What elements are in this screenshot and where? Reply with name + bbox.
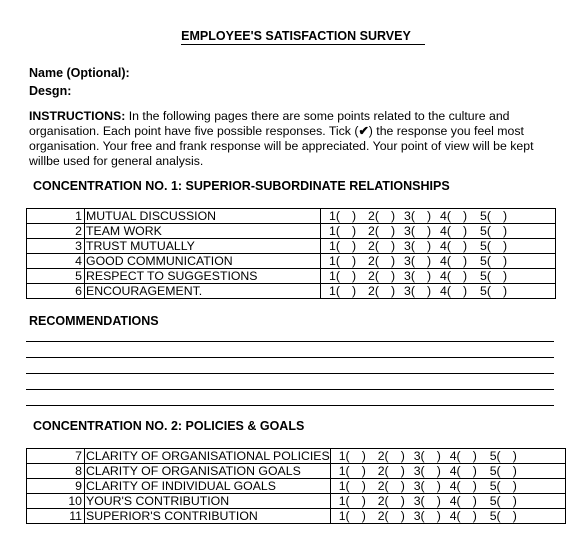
response-option-close: ) xyxy=(512,494,517,508)
response-options xyxy=(321,239,556,254)
response-option-label: 3( xyxy=(404,224,415,238)
recommendation-line-4[interactable] xyxy=(26,389,554,390)
response-option-label: 5( xyxy=(480,269,491,283)
recommendation-line-5[interactable] xyxy=(26,405,554,406)
response-option-close: ) xyxy=(463,269,468,283)
response-option-label: 1( xyxy=(329,254,340,268)
response-option-label: 4( xyxy=(449,494,461,508)
response-option-label: 2( xyxy=(377,449,389,463)
row-item: ENCOURAGEMENT. xyxy=(85,284,321,299)
response-option-label: 2( xyxy=(368,239,379,253)
response-option-label: 3( xyxy=(413,494,425,508)
recommendation-line-3[interactable] xyxy=(26,373,554,374)
response-option-label: 3( xyxy=(404,254,415,268)
response-option-close: ) xyxy=(472,509,477,523)
response-option-label: 5( xyxy=(489,509,501,523)
response-option-label: 2( xyxy=(377,509,389,523)
response-option-label: 1( xyxy=(329,239,340,253)
response-options xyxy=(330,464,565,479)
row-item: CLARITY OF ORGANISATION GOALS xyxy=(85,464,331,479)
response-option-close: ) xyxy=(391,254,396,268)
response-option-label: 1( xyxy=(338,494,350,508)
response-option-label: 1( xyxy=(329,284,340,298)
response-option-label: 4( xyxy=(440,284,451,298)
response-option-close: ) xyxy=(352,254,357,268)
response-option-label: 2( xyxy=(368,284,379,298)
response-option-close: ) xyxy=(503,239,508,253)
table-row xyxy=(27,509,566,524)
recommendations-heading: RECOMMENDATIONS xyxy=(29,314,159,328)
response-option-close: ) xyxy=(352,224,357,238)
instructions-line-4: willbe used for general analysis. xyxy=(29,154,204,168)
response-option-close: ) xyxy=(472,464,477,478)
response-option-label: 5( xyxy=(480,284,491,298)
row-item: YOUR'S CONTRIBUTION xyxy=(85,494,331,509)
response-options xyxy=(321,269,556,284)
response-option-label: 4( xyxy=(449,479,461,493)
response-option-label: 3( xyxy=(404,239,415,253)
row-item: MUTUAL DISCUSSION xyxy=(85,209,321,224)
response-option-close: ) xyxy=(361,464,366,478)
response-option-label: 1( xyxy=(329,269,340,283)
response-option-label: 3( xyxy=(404,284,415,298)
response-option-label: 4( xyxy=(440,254,451,268)
response-option-label: 2( xyxy=(368,254,379,268)
row-item: RESPECT TO SUGGESTIONS xyxy=(85,269,321,284)
instructions-line-2: organisation. Each point have five possible responses. Tick (✔) the response you feel most xyxy=(29,124,524,138)
response-option-close: ) xyxy=(391,239,396,253)
section2-table xyxy=(26,448,566,524)
response-option-label: 4( xyxy=(440,209,451,223)
response-option-label: 1( xyxy=(329,209,340,223)
response-option-close: ) xyxy=(472,479,477,493)
response-options xyxy=(321,209,556,224)
response-option-close: ) xyxy=(503,224,508,238)
response-option-close: ) xyxy=(512,464,517,478)
row-number: 11 xyxy=(27,509,85,524)
row-number: 5 xyxy=(27,269,85,284)
response-option-close: ) xyxy=(361,494,366,508)
table-row xyxy=(27,209,556,224)
response-option-label: 4( xyxy=(449,449,461,463)
response-option-close: ) xyxy=(352,239,357,253)
response-option-close: ) xyxy=(503,254,508,268)
name-label: Name (Optional): xyxy=(29,66,130,80)
response-option-close: ) xyxy=(436,494,441,508)
tick-mark-icon: ✔ xyxy=(358,124,369,138)
response-option-close: ) xyxy=(361,449,366,463)
response-option-label: 4( xyxy=(440,224,451,238)
table-row xyxy=(27,224,556,239)
response-option-close: ) xyxy=(472,449,477,463)
instructions xyxy=(29,109,554,169)
response-option-close: ) xyxy=(427,284,432,298)
response-option-close: ) xyxy=(427,254,432,268)
response-option-close: ) xyxy=(427,224,432,238)
response-option-close: ) xyxy=(436,509,441,523)
response-option-label: 5( xyxy=(480,209,491,223)
response-option-label: 5( xyxy=(489,494,501,508)
response-option-close: ) xyxy=(400,509,405,523)
response-option-close: ) xyxy=(512,509,517,523)
response-options xyxy=(321,284,556,299)
response-options xyxy=(330,509,565,524)
response-option-close: ) xyxy=(400,449,405,463)
response-option-close: ) xyxy=(400,479,405,493)
section1-heading: CONCENTRATION NO. 1: SUPERIOR-SUBORDINATE RELATIONSHIPS xyxy=(33,179,450,193)
response-option-close: ) xyxy=(391,284,396,298)
response-option-close: ) xyxy=(400,464,405,478)
response-option-label: 5( xyxy=(480,239,491,253)
instructions-line-1: INSTRUCTIONS: In the following pages there are some points related to the culture and xyxy=(29,109,510,123)
response-option-close: ) xyxy=(472,494,477,508)
response-option-label: 1( xyxy=(338,464,350,478)
response-option-label: 1( xyxy=(338,509,350,523)
response-option-label: 5( xyxy=(480,254,491,268)
row-item: CLARITY OF ORGANISATIONAL POLICIES xyxy=(86,449,330,463)
response-option-close: ) xyxy=(512,479,517,493)
row-item: GOOD COMMUNICATION xyxy=(85,254,321,269)
row-number: 10 xyxy=(27,494,85,509)
response-option-close: ) xyxy=(463,209,468,223)
response-option-label: 4( xyxy=(449,509,461,523)
row-number: 2 xyxy=(27,224,85,239)
response-options xyxy=(321,224,556,239)
recommendation-line-1[interactable] xyxy=(26,341,554,342)
response-option-close: ) xyxy=(391,224,396,238)
response-options xyxy=(330,449,565,464)
response-option-close: ) xyxy=(391,269,396,283)
response-option-label: 5( xyxy=(480,224,491,238)
row-number: 4 xyxy=(27,254,85,269)
response-option-label: 1( xyxy=(329,224,340,238)
survey-title xyxy=(0,29,580,45)
desgn-label: Desgn: xyxy=(29,84,72,98)
response-option-label: 2( xyxy=(368,209,379,223)
row-number: 8 xyxy=(27,464,85,479)
response-options xyxy=(321,254,556,269)
response-option-close: ) xyxy=(436,479,441,493)
row-number: 6 xyxy=(27,284,85,299)
response-option-label: 5( xyxy=(489,449,501,463)
row-item: TEAM WORK xyxy=(85,224,321,239)
response-option-close: ) xyxy=(503,269,508,283)
response-option-close: ) xyxy=(427,209,432,223)
row-number: 7 xyxy=(27,449,85,464)
instructions-line-3: organisation. Your free and frank response will be appreciated. Your point of view will be kept xyxy=(29,139,534,153)
response-option-label: 1( xyxy=(338,479,350,493)
response-option-close: ) xyxy=(427,269,432,283)
response-option-label: 2( xyxy=(377,479,389,493)
response-option-label: 3( xyxy=(413,449,425,463)
row-item: CLARITY OF INDIVIDUAL GOALS xyxy=(85,479,331,494)
section2-heading: CONCENTRATION NO. 2: POLICIES & GOALS xyxy=(33,419,305,433)
response-option-label: 2( xyxy=(377,464,389,478)
response-option-label: 3( xyxy=(413,464,425,478)
response-option-close: ) xyxy=(436,464,441,478)
table-row xyxy=(27,254,556,269)
table-row xyxy=(27,284,556,299)
response-option-label: 3( xyxy=(404,269,415,283)
response-option-label: 2( xyxy=(377,494,389,508)
survey-title-text: EMPLOYEE'S SATISFACTION SURVEY xyxy=(181,29,425,45)
table-row xyxy=(27,269,556,284)
response-option-close: ) xyxy=(352,284,357,298)
response-option-close: ) xyxy=(391,209,396,223)
response-option-label: 5( xyxy=(489,464,501,478)
response-options xyxy=(330,494,565,509)
response-option-label: 5( xyxy=(489,479,501,493)
response-options xyxy=(330,479,565,494)
table-row xyxy=(27,239,556,254)
response-option-close: ) xyxy=(463,239,468,253)
response-option-label: 2( xyxy=(368,224,379,238)
row-number: 1 xyxy=(27,209,85,224)
response-option-label: 4( xyxy=(449,464,461,478)
response-option-close: ) xyxy=(400,494,405,508)
response-option-label: 3( xyxy=(404,209,415,223)
response-option-label: 1( xyxy=(338,449,350,463)
response-option-close: ) xyxy=(361,479,366,493)
response-option-label: 3( xyxy=(413,509,425,523)
response-option-close: ) xyxy=(512,449,517,463)
table-row xyxy=(27,449,566,464)
response-option-label: 4( xyxy=(440,269,451,283)
response-option-close: ) xyxy=(352,269,357,283)
table-row xyxy=(27,494,566,509)
response-option-label: 2( xyxy=(368,269,379,283)
response-option-close: ) xyxy=(436,449,441,463)
response-option-close: ) xyxy=(463,254,468,268)
response-option-close: ) xyxy=(463,224,468,238)
row-item: TRUST MUTUALLY xyxy=(85,239,321,254)
table-row xyxy=(27,464,566,479)
response-option-close: ) xyxy=(352,209,357,223)
row-number: 9 xyxy=(27,479,85,494)
response-option-label: 3( xyxy=(413,479,425,493)
recommendation-line-2[interactable] xyxy=(26,357,554,358)
response-option-close: ) xyxy=(503,284,508,298)
response-option-close: ) xyxy=(427,239,432,253)
row-number: 3 xyxy=(27,239,85,254)
response-option-label: 4( xyxy=(440,239,451,253)
section1-table xyxy=(26,208,556,299)
instructions-lead: INSTRUCTIONS: xyxy=(29,109,126,123)
response-option-close: ) xyxy=(463,284,468,298)
table-row xyxy=(27,479,566,494)
response-option-close: ) xyxy=(361,509,366,523)
response-option-close: ) xyxy=(503,209,508,223)
row-item: SUPERIOR'S CONTRIBUTION xyxy=(85,509,331,524)
